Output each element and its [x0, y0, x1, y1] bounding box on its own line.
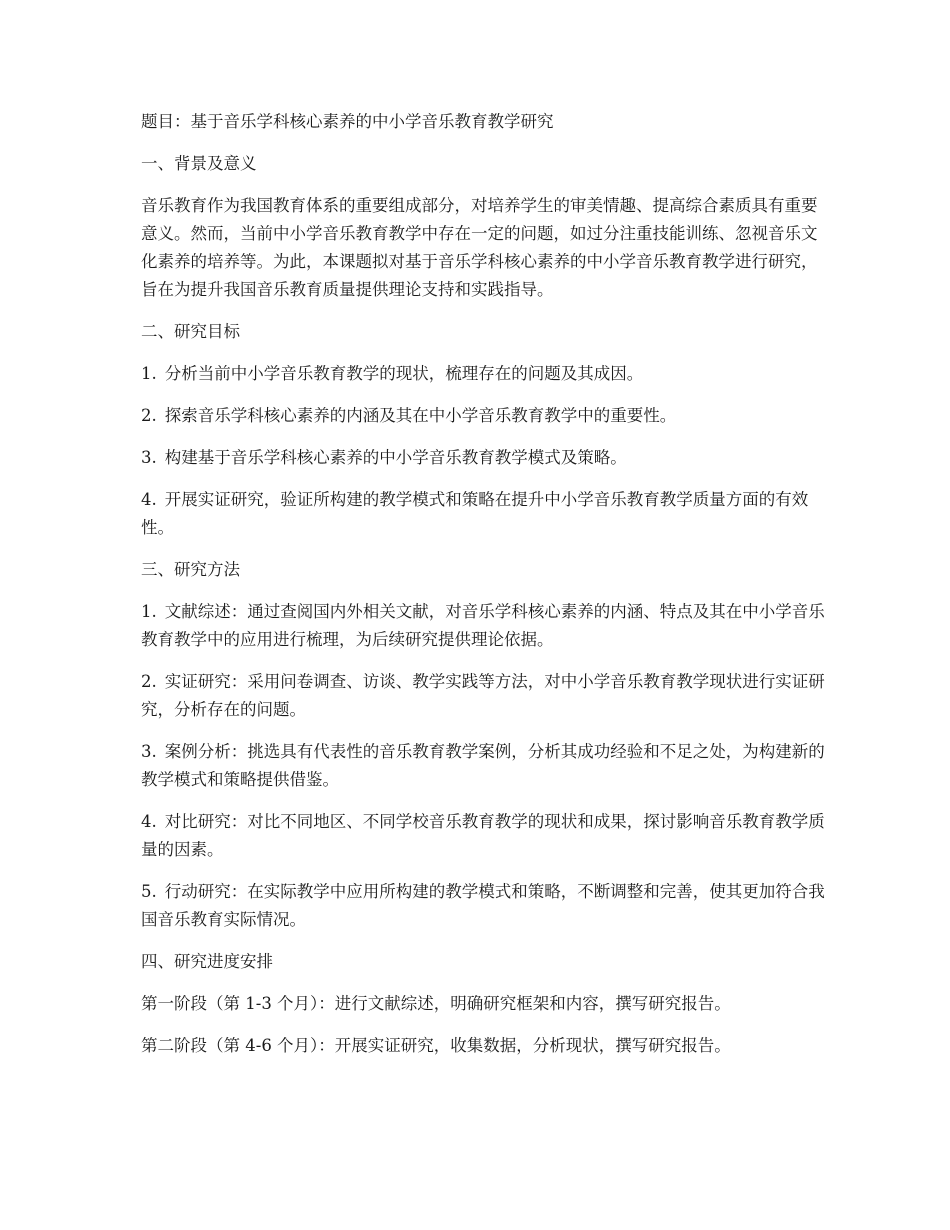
section-heading-background: 一、背景及意义	[141, 154, 257, 173]
item-text: 对比研究：对比不同地区、不同学校音乐教育教学的现状和成果，探讨影响音乐教育教学质量的因素。	[141, 812, 825, 859]
item-number: 1.	[141, 364, 157, 383]
document-body	[141, 108, 831, 1074]
item-number: 5.	[141, 882, 157, 901]
item-number: 2.	[141, 406, 157, 425]
objective-item	[141, 360, 831, 388]
item-text: 文献综述：通过查阅国内外相关文献，对音乐学科核心素养的内涵、特点及其在中小学音乐教育教学中的应用进行梳理，为后续研究提供理论依据。	[141, 602, 825, 649]
item-text: 行动研究：在实际教学中应用所构建的教学模式和策略，不断调整和完善，使其更加符合我国音乐教育实际情况。	[141, 882, 825, 929]
document-title: 题目：基于音乐学科核心素养的中小学音乐教育教学研究	[141, 112, 554, 131]
item-text: 探索音乐学科核心素养的内涵及其在中小学音乐教育教学中的重要性。	[164, 406, 677, 425]
objective-item	[141, 444, 831, 472]
method-item	[141, 738, 831, 794]
item-text: 分析当前中小学音乐教育教学的现状，梳理存在的问题及其成因。	[164, 364, 644, 383]
method-item	[141, 668, 831, 724]
schedule-item: 第二阶段（第 4-6 个月）：开展实证研究，收集数据，分析现状，撰写研究报告。	[141, 1036, 731, 1055]
item-number: 4.	[141, 812, 157, 831]
background-paragraph: 音乐教育作为我国教育体系的重要组成部分，对培养学生的审美情趣、提高综合素质具有重要意义。然而，当前中小学音乐教育教学中存在一定的问题，如过分注重技能训练、忽视音乐文化素养的培养等。为此，本课题拟对基于音乐学科核心素养的中小学音乐教育教学进行研究，旨在为提升我国音乐教育质量提供理论支持和实践指导。	[141, 196, 818, 299]
item-number: 2.	[141, 672, 157, 691]
objective-item	[141, 486, 831, 542]
section-heading-methods: 三、研究方法	[141, 560, 240, 579]
item-text: 开展实证研究，验证所构建的教学模式和策略在提升中小学音乐教育教学质量方面的有效性。	[141, 490, 809, 537]
item-number: 1.	[141, 602, 157, 621]
item-text: 构建基于音乐学科核心素养的中小学音乐教育教学模式及策略。	[164, 448, 627, 467]
section-heading-objectives: 二、研究目标	[141, 322, 240, 341]
method-item	[141, 598, 831, 654]
item-number: 4.	[141, 490, 157, 509]
method-item	[141, 878, 831, 934]
item-number: 3.	[141, 448, 157, 467]
item-number: 3.	[141, 742, 157, 761]
item-text: 案例分析：挑选具有代表性的音乐教育教学案例，分析其成功经验和不足之处，为构建新的教学模式和策略提供借鉴。	[141, 742, 825, 789]
objective-item	[141, 402, 831, 430]
schedule-item: 第一阶段（第 1-3 个月）：进行文献综述，明确研究框架和内容，撰写研究报告。	[141, 994, 731, 1013]
item-text: 实证研究：采用问卷调查、访谈、教学实践等方法，对中小学音乐教育教学现状进行实证研究，分析存在的问题。	[141, 672, 825, 719]
method-item	[141, 808, 831, 864]
section-heading-schedule: 四、研究进度安排	[141, 952, 273, 971]
